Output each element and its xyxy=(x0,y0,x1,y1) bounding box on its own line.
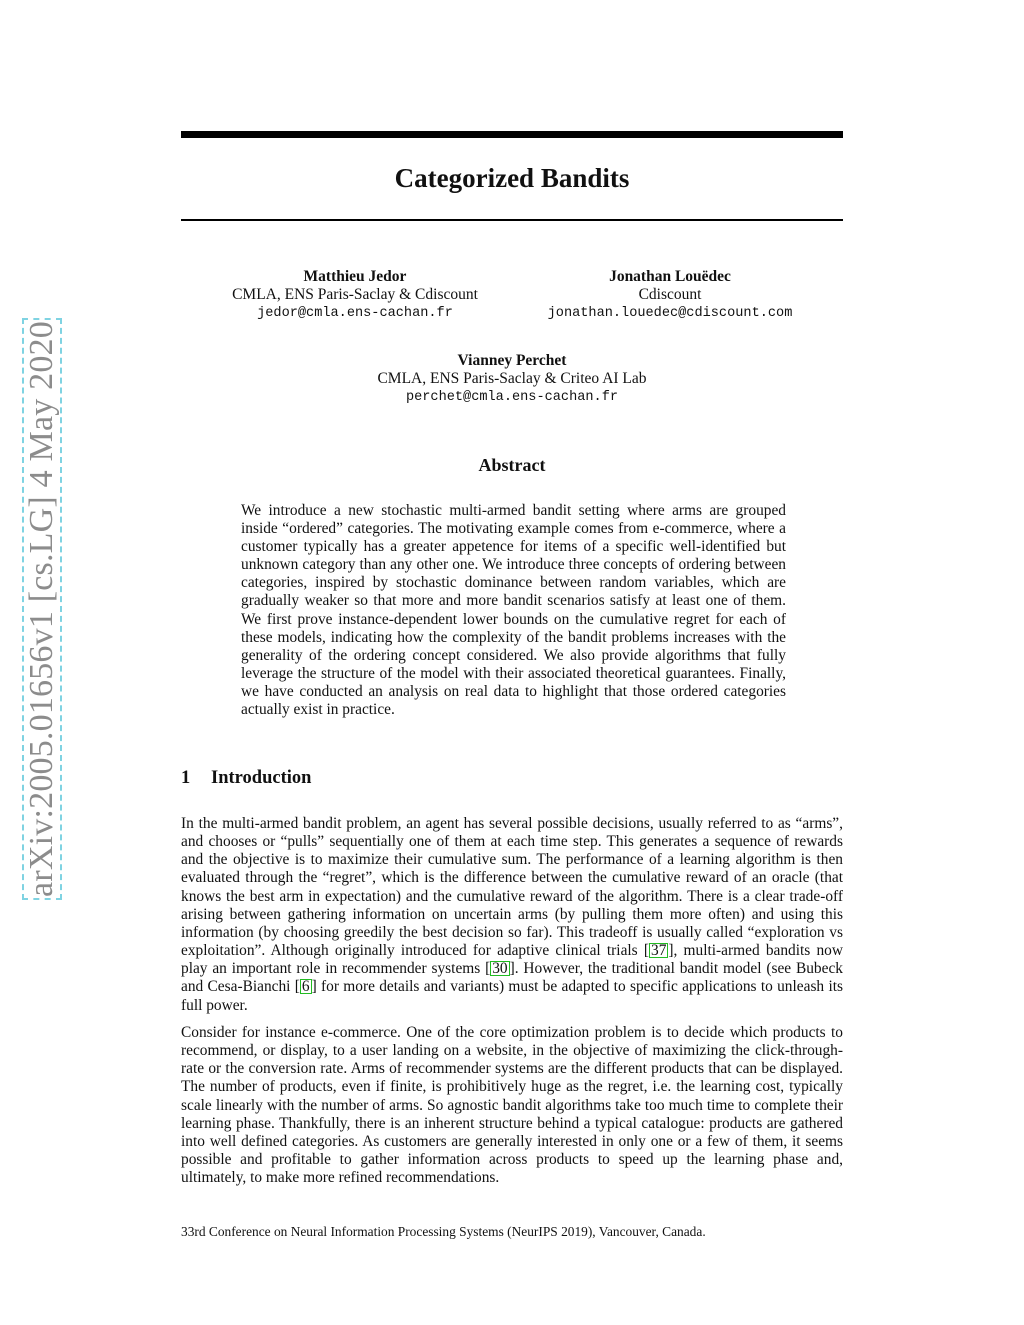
citation-link[interactable]: 6 xyxy=(301,978,310,996)
author-email: perchet@cmla.ens-cachan.fr xyxy=(405,390,619,405)
section-number: 1 xyxy=(181,768,191,788)
abstract-text: We introduce a new stochastic multi-armed bandit setting where arms are grouped inside “ordered” categories. The motivating example comes from e-commerce, where a customer typically has a greater appetence for items of a specific well-identified but unknown category than any other one. We introduce three concepts of ordering between categories, inspired by stochastic dominance between random variables, which are gradually weaker so that more and more bandit scenarios satisfy at least one of them. We first prove instance-dependent lower bounds on the cumulative regret for each of these models, indicating how the complexity of the bandit problems increases with the generality of the ordering concept considered. We also provide algorithms that fully leverage the structure of the model with their associated theoretical guarantees. Finally, we have conducted an analysis on real data to highlight that those ordered categories actually exist in practice. xyxy=(241,502,786,719)
section-title: Introduction xyxy=(211,768,312,788)
paragraph-text: In the multi-armed bandit problem, an agent has several possible decisions, usually referred to as “arms”, and chooses or “pulls” sequentially one of them at each time step. This generates a sequence of rewards and the objective is to maximize their cumulative sum. The performance of a learning algorithm is then evaluated through the “regret”, which is the difference between the cumulative reward of an oracle (that knows the best arm in expectation) and the cumulative reward of the algorithm. There is a clear trade-off arising between gathering information on uncertain arms (by pulling them more often) and using this information (by choosing greedily the best decision so far). This tradeoff is usually called “exploration vs exploitation”. Although originally introduced for adaptive clinical trials [ xyxy=(181,815,843,960)
title-top-rule xyxy=(181,131,843,138)
title-bottom-rule xyxy=(181,219,843,221)
author-affiliation: CMLA, ENS Paris-Saclay & Cdiscount xyxy=(232,286,478,303)
introduction-paragraph xyxy=(181,815,843,1015)
author-affiliation: Cdiscount xyxy=(638,286,702,303)
paper-title: Categorized Bandits xyxy=(394,163,630,193)
author-name: Matthieu Jedor xyxy=(303,268,407,285)
paragraph-text: ] for more details and variants) must be adapted to specific applications to unleash its full power. xyxy=(181,978,843,1014)
author-affiliation: CMLA, ENS Paris-Saclay & Criteo AI Lab xyxy=(377,370,647,387)
author-name: Jonathan Louëdec xyxy=(609,268,731,285)
citation-link[interactable]: 37 xyxy=(651,942,667,960)
venue-footnote: 33rd Conference on Neural Information Processing Systems (NeurIPS 2019), Vancouver, Canada. xyxy=(181,1224,706,1239)
arxiv-stamp xyxy=(22,318,62,900)
author-block xyxy=(205,268,505,323)
citation-link[interactable]: 30 xyxy=(492,960,508,978)
paragraph-text: ]. However, the traditional bandit model (see Bubeck and Cesa-Bianchi [ xyxy=(181,960,843,996)
arxiv-identifier: arXiv:2005.01656v1 [cs.LG] 4 May 2020 xyxy=(23,321,60,897)
abstract-heading: Abstract xyxy=(478,455,546,475)
introduction-paragraph: Consider for instance e-commerce. One of the core optimization problem is to decide which products to recommend, or display, to a user landing on a website, in the objective of maximizing the click-through-rate or the conversion rate. Arms of recommender systems are the different products that can be displayed. The number of products, even if finite, is prohibitively huge as the regret, i.e. the learning cost, typically scale linearly with the number of arms. So agnostic bandit algorithms take too much time to complete their learning phase. Thankfully, there is an inherent structure behind a typical catalogue: products are gathered into well defined categories. As customers are generally interested in only one or a few of them, it seems possible and profitable to gather information across products to speed up the learning phase and, ultimately, to make more refined recommendations. xyxy=(181,1024,843,1187)
author-email: jonathan.louedec@cdiscount.com xyxy=(547,306,793,321)
author-block xyxy=(322,352,702,407)
author-block xyxy=(525,268,815,323)
paragraph-text: ], multi-armed bandits now play an important role in recommender systems [ xyxy=(181,942,843,978)
author-name: Vianney Perchet xyxy=(457,352,567,369)
author-email: jedor@cmla.ens-cachan.fr xyxy=(257,306,453,321)
section-heading xyxy=(181,768,311,789)
